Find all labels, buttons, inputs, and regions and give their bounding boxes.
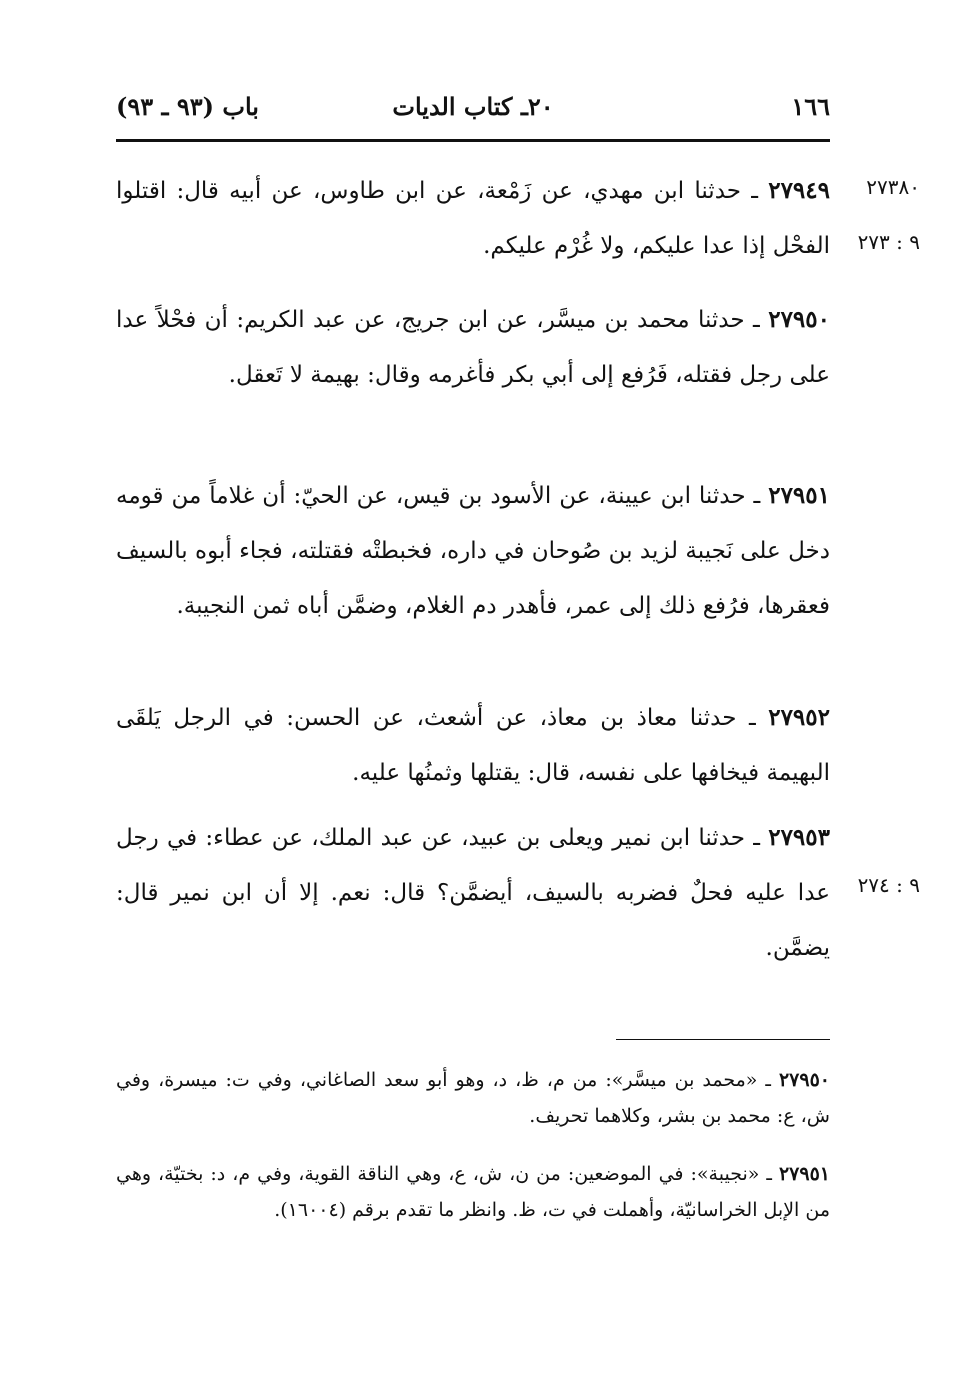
footnote-number: ٢٧٩٥٠ xyxy=(778,1069,830,1091)
margin-ref: ٩ : ٢٧٤ xyxy=(857,873,920,897)
footnote xyxy=(116,1156,830,1228)
header-rule xyxy=(116,139,830,142)
hadith-text: ـ حدثنا محمد بن ميسَّر، عن ابن جريج، عن عبد الكريم: أن فحْلاً عدا على رجل فقتله، فَرُفع إلى أبي بكر فأغرمه وقال: بهيمة لا تَعقل. xyxy=(116,307,830,388)
hadith-number: ٢٧٩٥١ xyxy=(768,482,830,509)
hadith-paragraph xyxy=(116,810,830,976)
hadith-text: ـ حدثنا ابن نمير ويعلى بن عبيد، عن عبد الملك، عن عطاء: في رجل عدا عليه فحلٌ فضربه بالسيف، أيضمَّن؟ قال: نعم. إلا أن ابن نمير قال: يضمَّن. xyxy=(116,825,830,961)
footnote-rule xyxy=(616,1039,830,1040)
page-number: ١٦٦ xyxy=(791,92,830,121)
footnote-text: ـ «محمد بن ميسَّر»: من م، ظ، د، وهو أبو سعد الصاغاني، وفي ت: ميسرة، وفي ش، ع: محمد بن بشر، وكلاهما تحريف. xyxy=(116,1069,830,1127)
book-title: ٢٠ـ كتاب الديات xyxy=(392,92,554,121)
footnote-text: ـ «نجيبة»: في الموضعين: من ن، ش، ع، وهي الناقة القوية، وفي م، د: بختيّة، وهي من الإبل الخراسانيّة، وأهملت في ت، ظ. وانظر ما تقدم برقم (١٦٠٠٤). xyxy=(116,1163,830,1221)
hadith-text: ـ حدثنا معاذ بن معاذ، عن أشعث، عن الحسن: في الرجل يَلقَى البهيمة فيخافها على نفسه، قال: يقتلها وثمنُها عليه. xyxy=(116,705,830,786)
footnote xyxy=(116,1062,830,1134)
hadith-paragraph xyxy=(116,163,830,274)
margin-ref: ٢٧٣٨٠ xyxy=(866,175,920,199)
hadith-number: ٢٧٩٥٢ xyxy=(768,704,830,731)
hadith-text: ـ حدثنا ابن عيينة، عن الأسود بن قيس، عن الحيّ: أن غلاماً من قومه دخل على نَجيبة لزيد بن صُوحان في داره، فخبطتْه فقتلته، فجاء أبوه بالسيف فعقرها، فرُفع ذلك إلى عمر، فأهدر دم الغلام، وضمَّن أباه ثمن النجيبة. xyxy=(116,483,830,619)
hadith-number: ٢٧٩٥٣ xyxy=(768,824,830,851)
chapter-range: باب (٩٣ ـ ٩٣) xyxy=(116,92,259,121)
page-header xyxy=(116,92,830,132)
footnote-number: ٢٧٩٥١ xyxy=(778,1163,830,1185)
hadith-number: ٢٧٩٥٠ xyxy=(768,306,830,333)
hadith-number: ٢٧٩٤٩ xyxy=(768,177,830,204)
hadith-paragraph xyxy=(116,468,830,634)
hadith-text: ـ حدثنا ابن مهدي، عن زَمْعة، عن ابن طاوس، عن أبيه قال: اقتلوا الفحْل إذا عدا عليكم، ولا غُرْم عليكم. xyxy=(116,178,830,259)
hadith-paragraph xyxy=(116,292,830,403)
hadith-paragraph xyxy=(116,690,830,801)
margin-ref: ٩ : ٢٧٣ xyxy=(857,230,920,254)
